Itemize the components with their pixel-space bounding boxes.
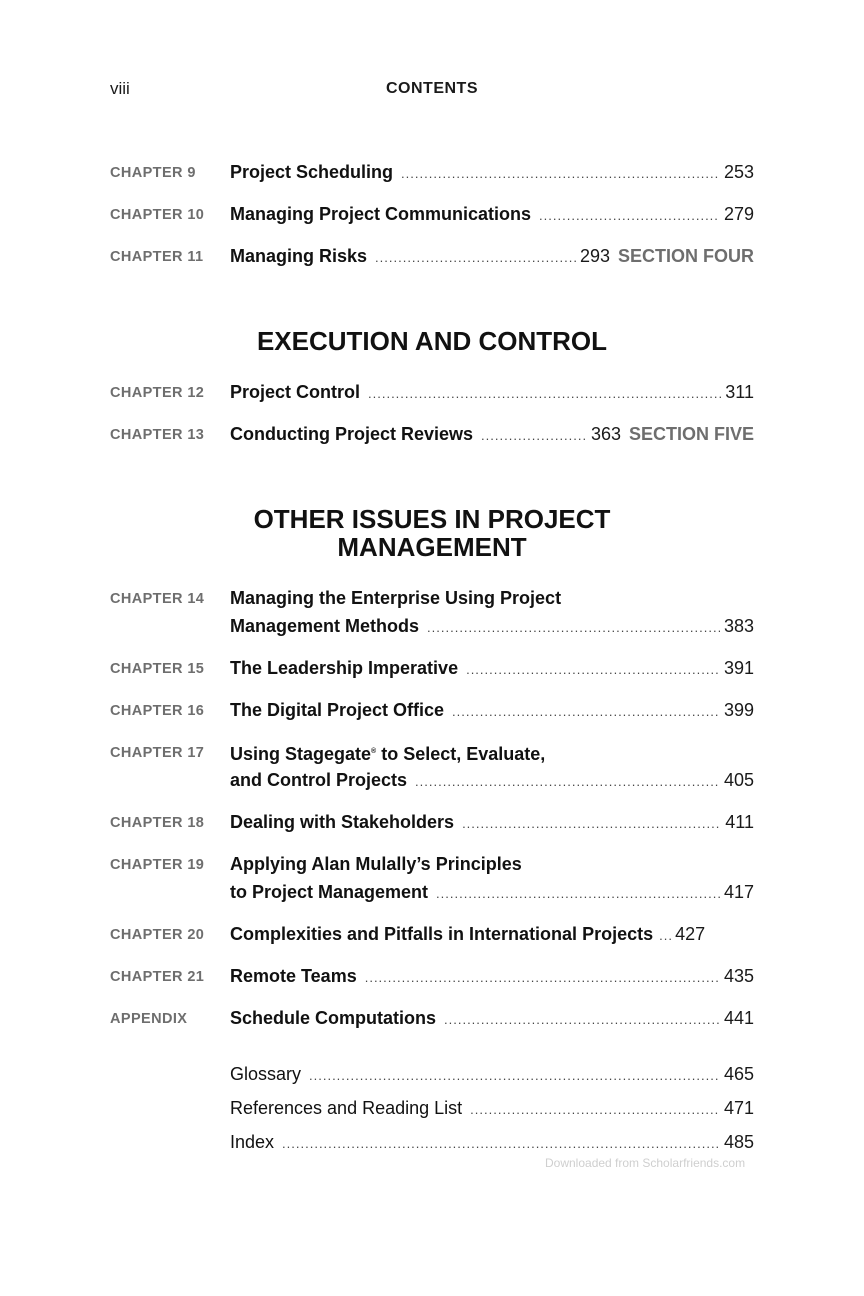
chapter-label: CHAPTER 12 — [110, 385, 205, 401]
chapter-label: CHAPTER 15 — [110, 661, 205, 677]
chapter-title-line-1: Applying Alan Mulally’s Principles — [230, 854, 522, 874]
registered-mark: ® — [371, 748, 377, 755]
chapter-label: CHAPTER 10 — [110, 207, 205, 223]
dot-leader — [282, 1130, 720, 1158]
chapter-title: Managing Project Communications — [230, 204, 532, 224]
back-matter-title: Index — [230, 1132, 275, 1152]
dot-leader — [415, 768, 720, 796]
dot-leader — [452, 698, 720, 726]
chapter-title: Project Scheduling — [230, 162, 394, 182]
page-ref: 411 — [725, 812, 754, 832]
chapter-title: Managing Risks — [230, 246, 368, 266]
chapter-label: CHAPTER 14 — [110, 591, 205, 607]
dot-leader — [427, 614, 720, 642]
chapter-label: CHAPTER 9 — [110, 165, 196, 181]
dot-leader — [309, 1062, 720, 1090]
page-ref: 405 — [723, 770, 754, 790]
chapter-title: Project Control — [230, 382, 361, 402]
page-ref: 391 — [723, 658, 754, 678]
chapter-label: APPENDIX — [110, 1011, 188, 1027]
page-ref: 427 — [675, 924, 706, 944]
dot-leader — [659, 922, 671, 950]
chapter-title-line-2: to Project Management — [230, 882, 429, 902]
chapter-title: The Digital Project Office — [230, 700, 445, 720]
page-ref: 293 — [579, 246, 610, 266]
title-part: Using Stagegate — [230, 744, 372, 764]
dot-leader — [539, 202, 720, 230]
dot-leader — [368, 380, 721, 408]
dot-leader — [470, 1096, 720, 1124]
section-heading-other-issues-line-1: OTHER ISSUES IN PROJECT — [253, 504, 611, 534]
chapter-title: The Leadership Imperative — [230, 658, 459, 678]
chapter-label: CHAPTER 11 — [110, 249, 204, 265]
dot-leader — [462, 810, 721, 838]
page-ref: 417 — [723, 882, 754, 902]
page-ref: 435 — [723, 966, 754, 986]
title-part: to Select, Evaluate, — [376, 744, 546, 764]
page-ref: 311 — [725, 382, 754, 402]
page-ref: 253 — [723, 162, 754, 182]
chapter-label: CHAPTER 16 — [110, 703, 205, 719]
running-head: CONTENTS — [386, 80, 478, 97]
chapter-title: Conducting Project Reviews — [230, 424, 474, 444]
page-ref: 471 — [723, 1098, 754, 1118]
page-ref: 441 — [723, 1008, 754, 1028]
chapter-label: CHAPTER 13 — [110, 427, 205, 443]
page-ref: 363 — [590, 424, 621, 444]
chapter-title: Complexities and Pitfalls in International Projects — [230, 924, 654, 944]
chapter-title: Remote Teams — [230, 966, 357, 986]
chapter-title: Dealing with Stakeholders — [230, 812, 455, 832]
dot-leader — [481, 422, 587, 450]
dot-leader — [365, 964, 720, 992]
chapter-label: CHAPTER 21 — [110, 969, 205, 985]
back-matter-title: Glossary — [230, 1064, 302, 1084]
chapter-title: Schedule Computations — [230, 1008, 437, 1028]
watermark: Downloaded from Scholarfriends.com — [545, 1156, 746, 1170]
section-heading-other-issues-line-2: MANAGEMENT — [337, 532, 527, 562]
page-ref: 465 — [723, 1064, 754, 1084]
section-heading-execution: EXECUTION AND CONTROL — [256, 326, 608, 356]
chapter-title-line-2: Management Methods — [230, 616, 420, 636]
page-number: viii — [110, 79, 130, 98]
chapter-label: CHAPTER 20 — [110, 927, 205, 943]
chapter-label: CHAPTER 17 — [110, 745, 205, 761]
dot-leader — [436, 880, 720, 908]
chapter-title-line-2: and Control Projects — [230, 770, 408, 790]
chapter-title-line-1: Managing the Enterprise Using Project — [230, 588, 562, 608]
page-ref: 383 — [723, 616, 754, 636]
dot-leader — [401, 160, 720, 188]
dot-leader — [375, 244, 576, 272]
dot-leader — [466, 656, 720, 684]
section-label: SECTION FIVE — [628, 424, 754, 444]
dot-leader — [444, 1006, 720, 1034]
section-label: SECTION FOUR — [617, 246, 754, 266]
chapter-label: CHAPTER 18 — [110, 815, 205, 831]
chapter-label: CHAPTER 19 — [110, 857, 205, 873]
chapter-title-line-1 — [230, 738, 545, 768]
page-ref: 485 — [723, 1132, 754, 1152]
page-ref: 279 — [723, 204, 754, 224]
back-matter-title: References and Reading List — [230, 1098, 463, 1118]
page-ref: 399 — [723, 700, 754, 720]
